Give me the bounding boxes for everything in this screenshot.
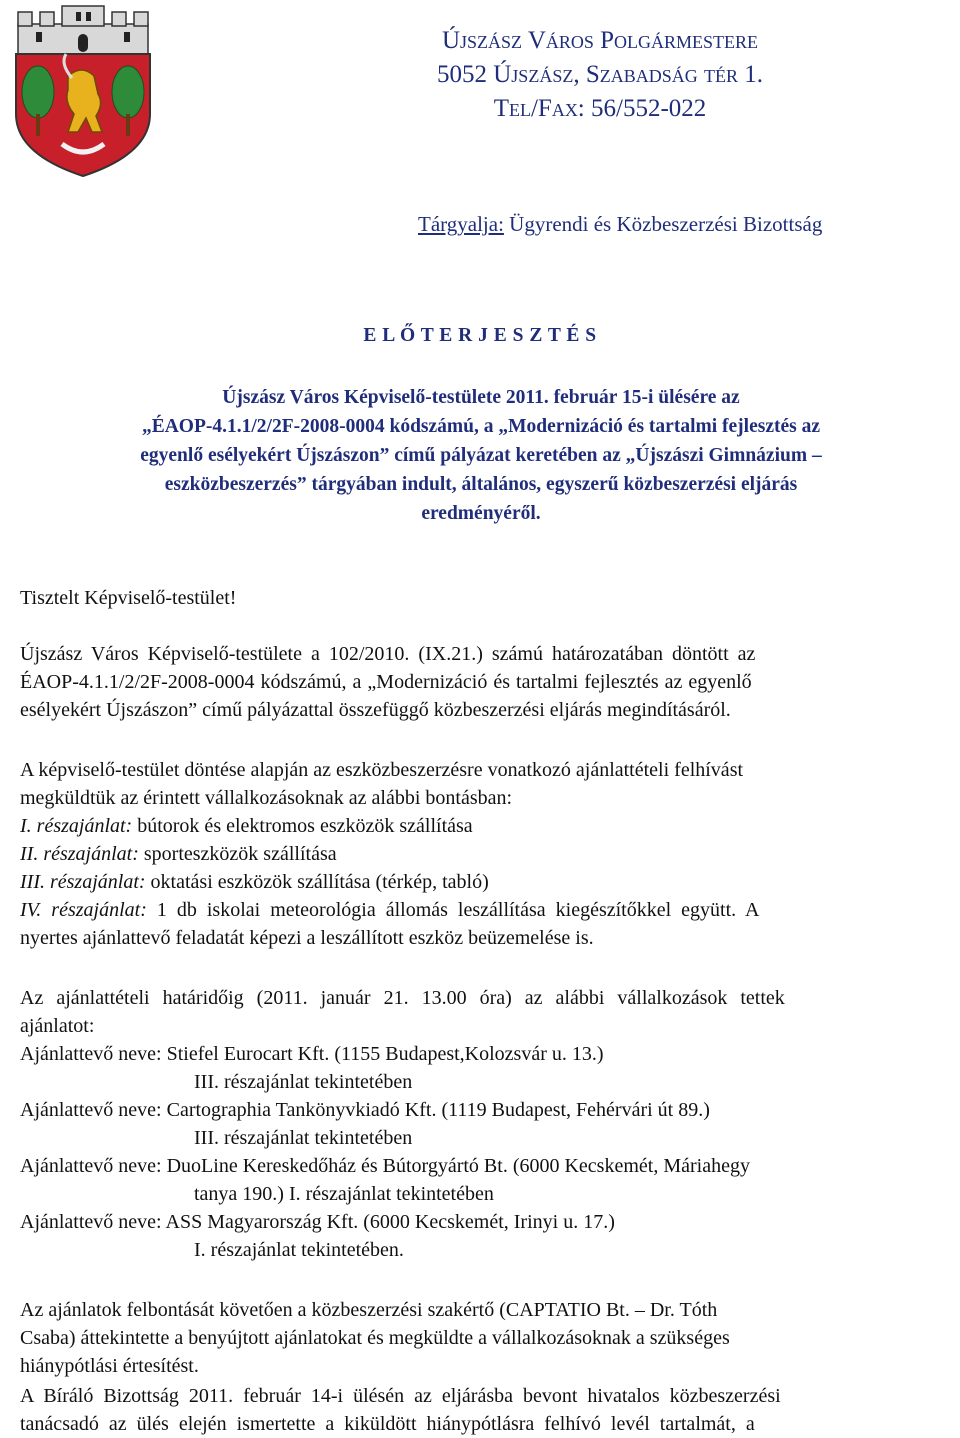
para-line: hiánypótlási értesítést. <box>20 1355 199 1377</box>
lot-item <box>20 840 956 868</box>
greeting: Tisztelt Képviselő-testület! <box>20 587 237 609</box>
para-line: ÉAOP-4.1.1/2/2F-2008-0004 kódszámú, a „Modernizáció és tartalmi fejlesztés az egyenlő <box>20 671 752 693</box>
title-line: „ÉAOP-4.1.1/2/2F-2008-0004 kódszámú, a „Modernizáció és tartalmi fejlesztés az <box>141 416 821 437</box>
document-title <box>20 383 942 528</box>
sender-address: 5052 Újszász, Szabadság tér 1. <box>437 61 763 88</box>
lot-text: sporteszközök szállítása <box>138 843 337 865</box>
title-line: Újszász Város Képviselő-testülete 2011. február 15-i ülésére az <box>222 387 740 408</box>
bidder: Ajánlattevő neve: ASS Magyarország Kft. (6000 Kecskemét, Irinyi u. 17.) <box>20 1211 615 1233</box>
lot-text: oktatási eszközök szállítása (térkép, tabló) <box>145 871 489 893</box>
title-line: eredményéről. <box>421 503 541 524</box>
lot-label: II. részajánlat: <box>20 843 139 865</box>
lot-item <box>20 868 956 896</box>
bidder-lot: I. részajánlat tekintetében. <box>194 1239 404 1261</box>
title-line: egyenlő esélyekért Újszászon” című pályázat keretében az „Újszászi Gimnázium – <box>140 445 822 466</box>
bidder-lot: tanya 190.) I. részajánlat tekintetében <box>194 1183 494 1205</box>
title-line: eszközbeszerzés” tárgyában indult, általános, egyszerű közbeszerzési eljárás <box>164 474 798 495</box>
lot-label: I. részajánlat: <box>20 815 133 837</box>
para-line: Az ajánlatok felbontását követően a közbeszerzési szakértő (CAPTATIO Bt. – Dr. Tóth <box>20 1299 718 1321</box>
para-line: tanácsadó az ülés elején ismertette a kiküldött hiánypótlásra felhívó levél tartalmát, a <box>20 1413 755 1435</box>
subject-value: Ügyrendi és Közbeszerzési Bizottság <box>503 212 823 236</box>
bidder-lot: III. részajánlat tekintetében <box>194 1127 413 1149</box>
subject-line <box>418 212 822 237</box>
paragraph-3 <box>20 984 956 1264</box>
bidder: Ajánlattevő neve: Cartographia Tankönyvkiadó Kft. (1119 Budapest, Fehérvári út 89.) <box>20 1099 710 1121</box>
lot-item <box>20 812 956 840</box>
para-line: ajánlatot: <box>20 1015 95 1037</box>
document-heading: E L Ő T E R J E S Z T É S <box>363 325 597 346</box>
para-line: nyertes ajánlattevő feladatát képezi a leszállított eszköz beüzemelése is. <box>20 927 594 949</box>
para-line: Újszász Város Képviselő-testülete a 102/2010. (IX.21.) számú határozatában döntött az <box>20 643 756 665</box>
sender-phone: Tel/Fax: 56/552-022 <box>493 95 707 122</box>
lot-label: IV. részajánlat: <box>20 899 147 921</box>
lot-text: bútorok és elektromos eszközök szállítása <box>132 815 473 837</box>
coat-of-arms-icon <box>6 4 160 180</box>
bidder: Ajánlattevő neve: DuoLine Kereskedőház és Bútorgyártó Bt. (6000 Kecskemét, Máriahegy <box>20 1155 750 1177</box>
lot-text: 1 db iskolai meteorológia állomás leszállítása kiegészítőkkel együtt. A <box>146 899 760 921</box>
para-line: esélyekért Újszászon” című pályázattal összefüggő közbeszerzési eljárás megindításáról. <box>20 699 731 721</box>
paragraph-1 <box>20 640 956 724</box>
bidder-lot: III. részajánlat tekintetében <box>194 1071 413 1093</box>
lot-label: III. részajánlat: <box>20 871 146 893</box>
para-line: Csaba) áttekintette a benyújtott ajánlatokat és megküldte a vállalkozásoknak a szükséges <box>20 1327 730 1349</box>
paragraph-5 <box>20 1382 956 1438</box>
sender-name: Újszász Város Polgármestere <box>441 27 759 54</box>
para-line: Az ajánlattételi határidőig (2011. január 21. 13.00 óra) az alábbi vállalkozások tettek <box>20 987 785 1009</box>
subject-label: Tárgyalja: <box>418 212 504 236</box>
paragraph-4 <box>20 1296 956 1380</box>
lot-item <box>20 896 956 924</box>
para-line: A képviselő-testület döntése alapján az eszközbeszerzésre vonatkozó ajánlattételi felhívást <box>20 759 744 781</box>
bidder: Ajánlattevő neve: Stiefel Eurocart Kft. (1155 Budapest,Kolozsvár u. 13.) <box>20 1043 604 1065</box>
para-line: megküldtük az érintett vállalkozásoknak az alábbi bontásban: <box>20 787 513 809</box>
paragraph-2 <box>20 756 956 952</box>
para-line: A Bíráló Bizottság 2011. február 14-i ülésén az eljárásba bevont hivatalos közbeszerzési <box>20 1385 781 1407</box>
